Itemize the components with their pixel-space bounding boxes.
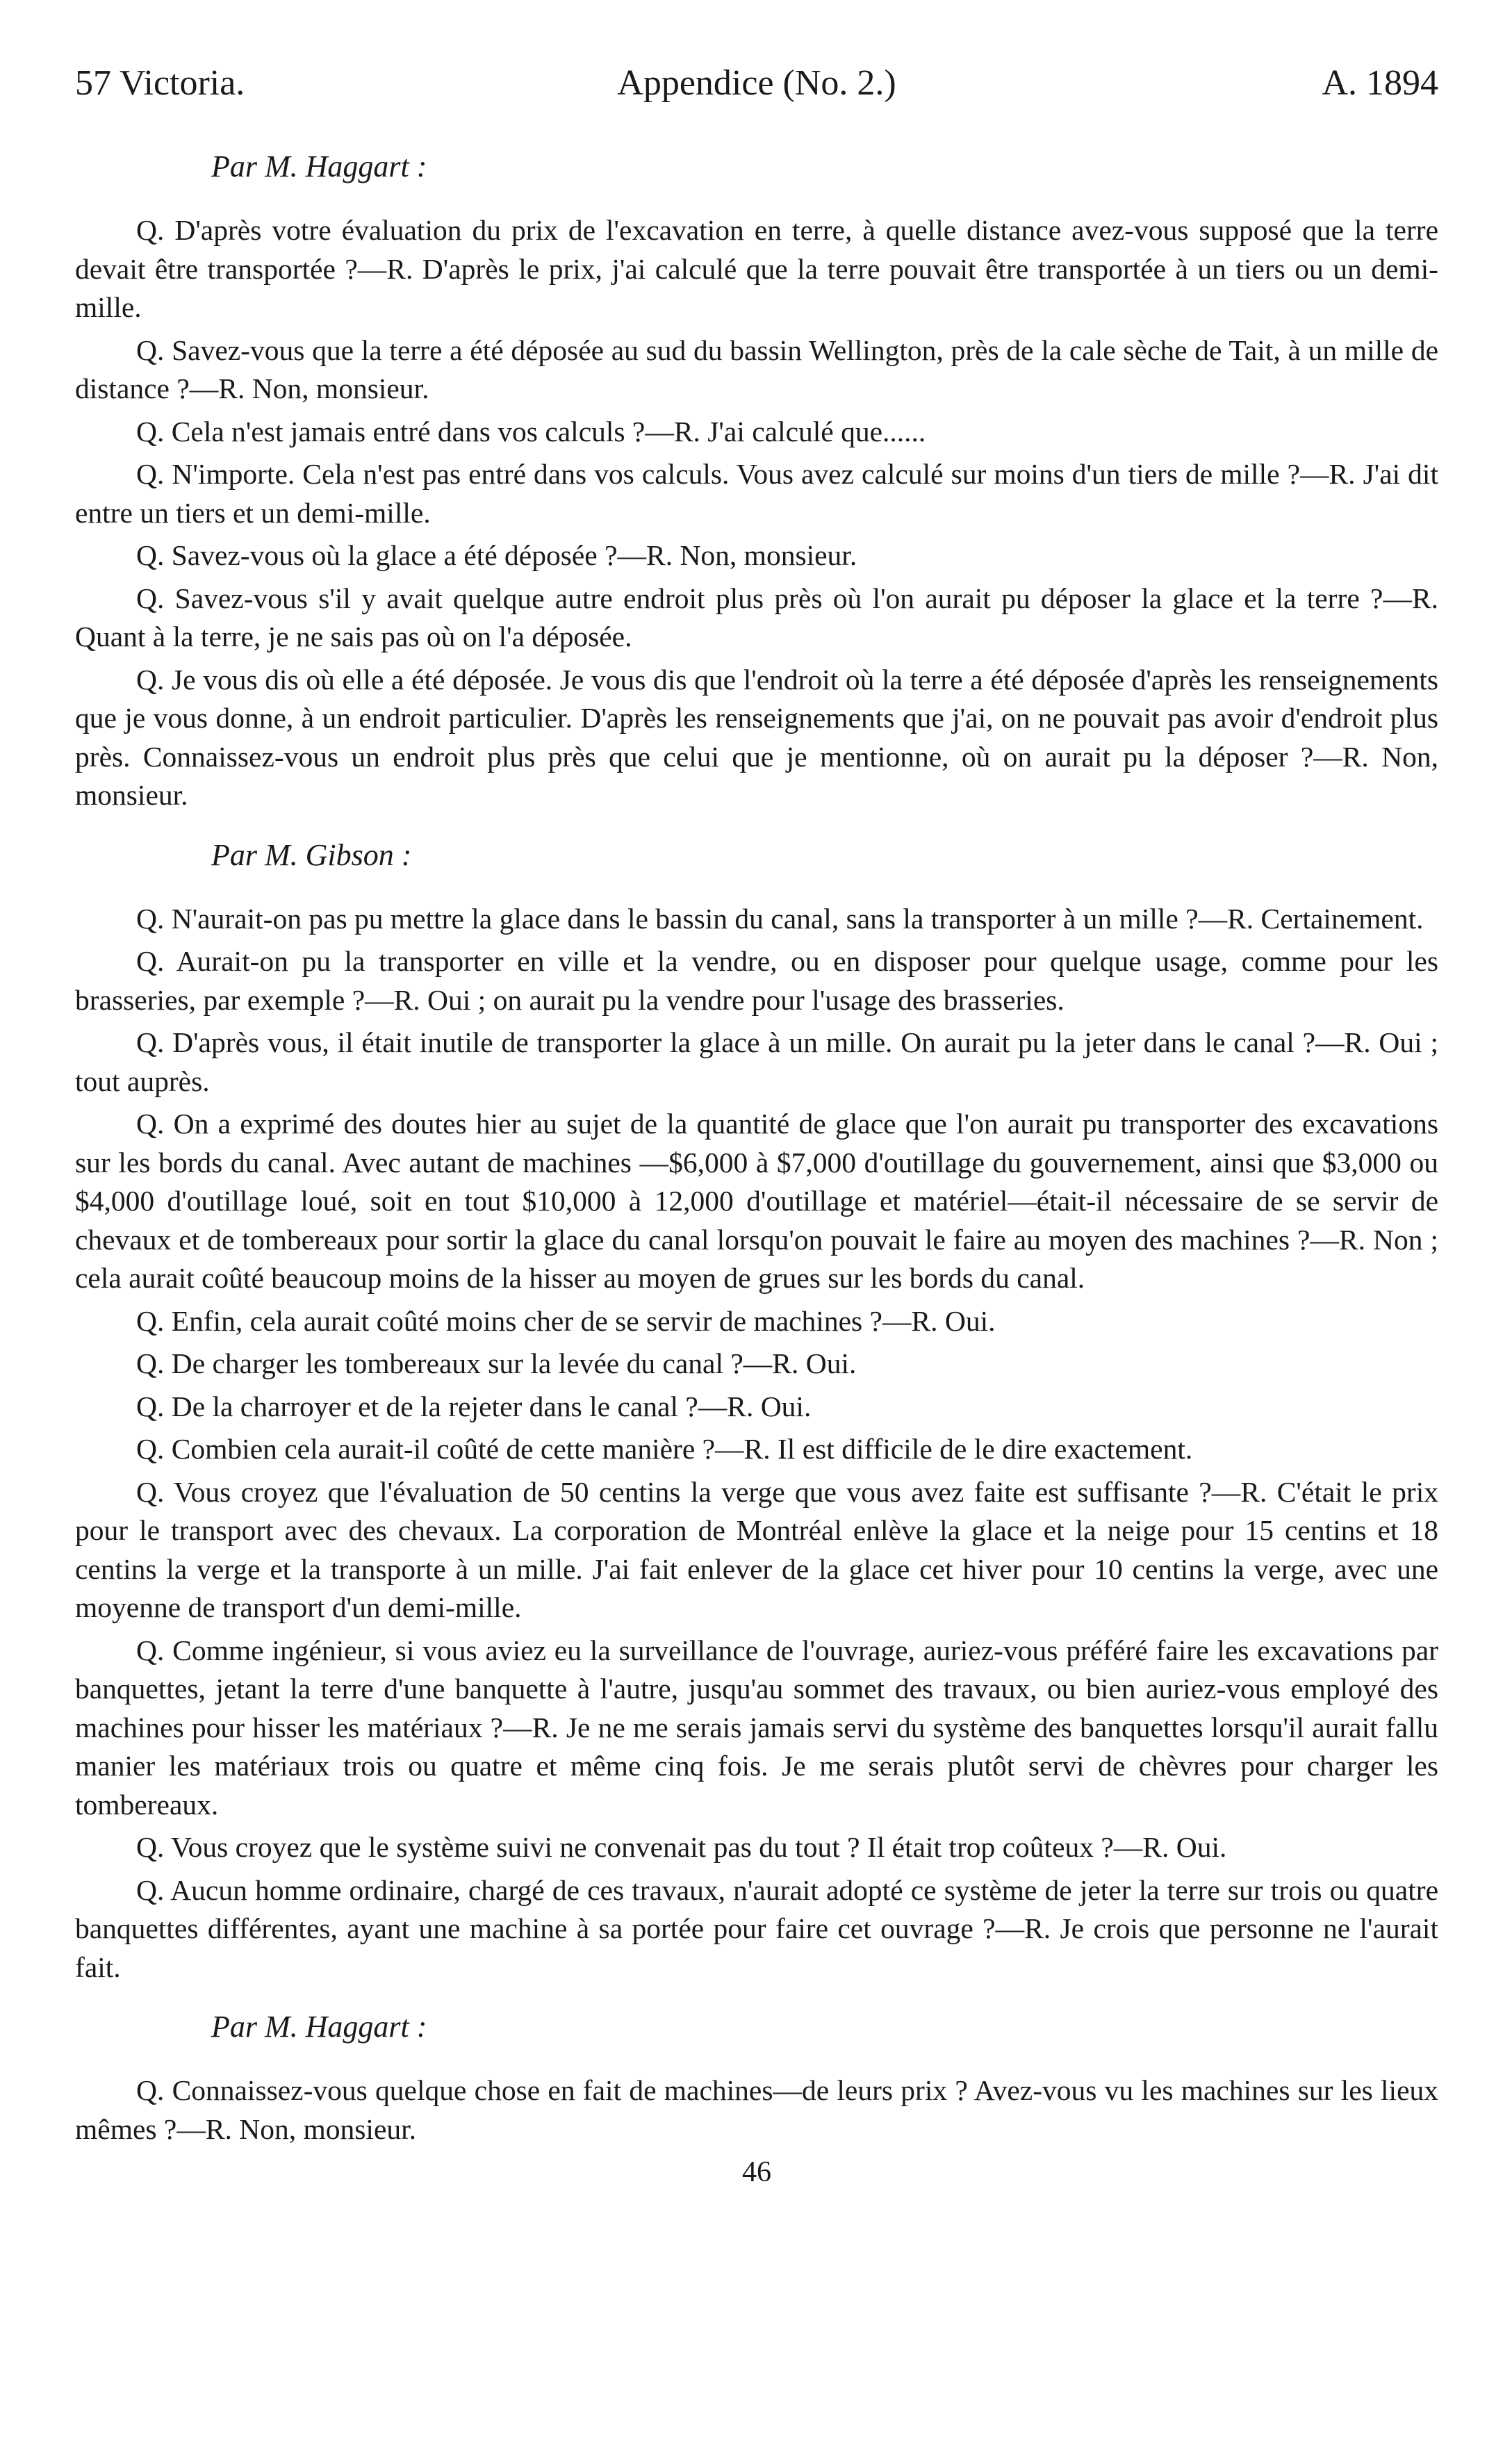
running-head xyxy=(75,61,1438,106)
testimony-paragraph: Q. Connaissez-vous quelque chose en fait de machines—de leurs prix ? Avez-vous vu les machines sur les lieux mêmes ?—R. Non, monsieur. xyxy=(75,2074,1438,2145)
section-haggart-1 xyxy=(75,147,1438,815)
testimony-paragraph: Q. D'après vous, il était inutile de transporter la glace à un mille. On aurait pu la jeter dans le canal ?—R. Oui ; tout auprès. xyxy=(75,1026,1438,1097)
testimony-paragraph: Q. Vous croyez que le système suivi ne convenait pas du tout ? Il était trop coûteux ?—R. Oui. xyxy=(136,1831,1227,1863)
speaker-heading: Par M. Haggart : xyxy=(211,149,427,183)
testimony-paragraph: Q. De la charroyer et de la rejeter dans le canal ?—R. Oui. xyxy=(136,1390,812,1422)
speaker-heading: Par M. Haggart : xyxy=(211,2010,427,2044)
header-appendix: Appendice (No. 2.) xyxy=(617,63,896,103)
testimony-paragraph: Q. Comme ingénieur, si vous aviez eu la surveillance de l'ouvrage, auriez-vous préféré faire les excavations par banquettes, jetant la terre d'une banquette à l'autre, jusqu'au sommet des travaux, ou bien auriez-vous employé des machines pour hisser les matériaux ?—R. Je ne me serais jamais servi du système des banquettes lorsqu'il aurait fallu manier les matériaux trois ou quatre et même cinq fois. Je me serais plutôt servi de chèvres pour charger les tombereaux. xyxy=(75,1634,1438,1821)
testimony-paragraph: Q. N'importe. Cela n'est pas entré dans vos calculs. Vous avez calculé sur moins d'un tiers de mille ?—R. J'ai dit entre un tiers et un demi-mille. xyxy=(75,458,1438,529)
testimony-paragraph: Q. Savez-vous s'il y avait quelque autre endroit plus près où l'on aurait pu déposer la glace et la terre ?—R. Quant à la terre, je ne sais pas où on l'a déposée. xyxy=(75,582,1438,652)
testimony-paragraph: Q. Aurait-on pu la transporter en ville et la vendre, ou en disposer pour quelque usage, comme pour les brasseries, par exemple ?—R. Oui ; on aurait pu la vendre pour l'usage des brasseries. xyxy=(75,945,1438,1016)
testimony-paragraph: Q. D'après votre évaluation du prix de l'excavation en terre, à quelle distance avez-vous supposé que la terre devait être transportée ?—R. D'après le prix, j'ai calculé que la terre pouvait être transportée à un tiers ou un demi-mille. xyxy=(75,214,1438,323)
testimony-paragraph: Q. Cela n'est jamais entré dans vos calculs ?—R. J'ai calculé que...... xyxy=(136,415,926,448)
testimony-paragraph: Q. N'aurait-on pas pu mettre la glace dans le bassin du canal, sans la transporter à un mille ?—R. Certainement. xyxy=(136,902,1424,935)
speaker-heading: Par M. Gibson : xyxy=(211,837,412,872)
testimony-paragraph: Q. Aucun homme ordinaire, chargé de ces travaux, n'aurait adopté ce système de jeter la terre sur trois ou quatre banquettes différentes, ayant une machine à sa portée pour faire cet ouvrage ?—R. Je crois que personne ne l'aurait fait. xyxy=(75,1873,1438,1983)
testimony-paragraph: Q. Vous croyez que l'évaluation de 50 centins la verge que vous avez faite est suffisante ?—R. C'était le prix pour le transport avec des chevaux. La corporation de Montréal enlève la glace et la neige pour 15 centins et 18 centins la verge et la transporte à un mille. J'ai fait enlever de la glace cet hiver pour 10 centins la verge, avec une moyenne de transport d'un demi-mille. xyxy=(75,1475,1438,1623)
testimony-paragraph: Q. Enfin, cela aurait coûté moins cher de se servir de machines ?—R. Oui. xyxy=(136,1304,996,1337)
testimony-paragraph: Q. Combien cela aurait-il coûté de cette manière ?—R. Il est difficile de le dire exactement. xyxy=(136,1433,1193,1465)
header-volume: 57 Victoria. xyxy=(75,63,245,103)
testimony-paragraph: Q. Savez-vous que la terre a été déposée au sud du bassin Wellington, près de la cale sèche de Tait, à un mille de distance ?—R. Non, monsieur. xyxy=(75,334,1438,404)
header-year: A. 1894 xyxy=(1322,63,1438,103)
testimony-paragraph: Q. De charger les tombereaux sur la levée du canal ?—R. Oui. xyxy=(136,1347,857,1379)
document-page xyxy=(75,61,1438,2192)
testimony-paragraph: Q. On a exprimé des doutes hier au sujet de la quantité de glace que l'on aurait pu transporter des excavations sur les bords du canal. Avec autant de machines —$6,000 à $7,000 d'outillage du gouvernement, ainsi que $3,000 ou $4,000 d'outillage loué, soit en tout $10,000 à 12,000 d'outillage et matériel—était-il nécessaire de se servir de chevaux et de tombereaux pour sortir la glace du canal lorsqu'on pouvait le faire au moyen des machines ?—R. Non ; cela aurait coûté beaucoup moins de la hisser au moyen de grues sur les bords du canal. xyxy=(75,1108,1438,1294)
testimony-paragraph: Q. Savez-vous où la glace a été déposée ?—R. Non, monsieur. xyxy=(136,539,857,571)
section-haggart-2 xyxy=(75,2008,1438,2149)
testimony-paragraph: Q. Je vous dis où elle a été déposée. Je vous dis que l'endroit où la terre a été déposée d'après les renseignements que je vous donne, à un endroit particulier. D'après les renseignements que j'ai, on ne pouvait pas avoir d'endroit plus près. Connaissez-vous un endroit plus près que celui que je mentionne, où on aurait pu la déposer ?—R. Non, monsieur. xyxy=(75,663,1438,811)
page-number: 46 xyxy=(742,2156,771,2188)
section-gibson xyxy=(75,836,1438,1987)
